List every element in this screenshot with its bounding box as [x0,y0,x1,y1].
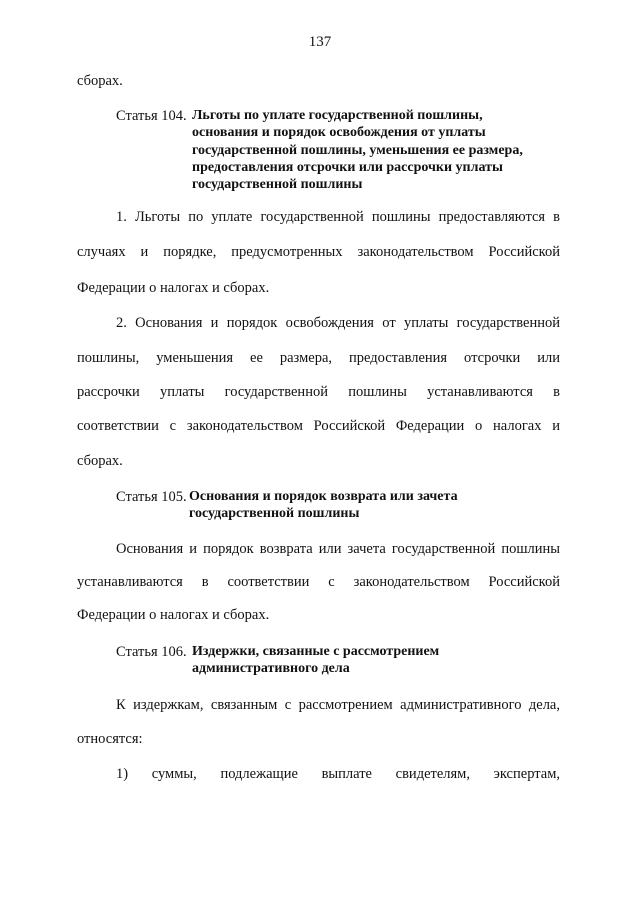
article-104-title: Льготы по уплате государственной пошлины, основания и порядок освобождения от уплаты государственной пошлины, уменьшения ее размера, предоставления отсрочки или рассрочки уплаты государственной пошлины [192,108,523,193]
text-line: относятся: [77,731,143,747]
text-line: Основания и порядок возврата или зачета государственной пошлины [116,541,560,557]
text-line: сборах. [77,453,123,469]
text-line: К издержкам, связанным с рассмотрением административного дела, [116,697,560,713]
text-line: Федерации о налогах и сборах. [77,607,270,623]
text-line: сборах. [77,73,123,89]
text-line: 1) суммы, подлежащие выплате свидетелям, экспертам, [116,766,560,782]
article-106-label: Статья 106. [116,644,187,660]
text-line: пошлины, уменьшения ее размера, предоставления отсрочки или [77,350,560,366]
text-line: случаях и порядке, предусмотренных законодательством Российской [77,244,560,260]
article-106-title: Издержки, связанные с рассмотрением административного дела [192,644,440,677]
page-number: 137 [308,34,332,50]
text-line: 2. Основания и порядок освобождения от уплаты государственной [116,315,560,331]
article-105-title: Основания и порядок возврата или зачета государственной пошлины [189,489,458,522]
text-line: устанавливаются в соответствии с законодательством Российской [77,574,560,590]
article-104-label: Статья 104. [116,108,187,124]
article-105-label: Статья 105. [116,489,187,505]
text-line: Федерации о налогах и сборах. [77,280,270,296]
text-line: 1. Льготы по уплате государственной пошлины предоставляются в [116,209,560,225]
text-line: рассрочки уплаты государственной пошлины устанавливаются в [77,384,560,400]
text-line: соответствии с законодательством Российской Федерации о налогах и [77,418,560,434]
